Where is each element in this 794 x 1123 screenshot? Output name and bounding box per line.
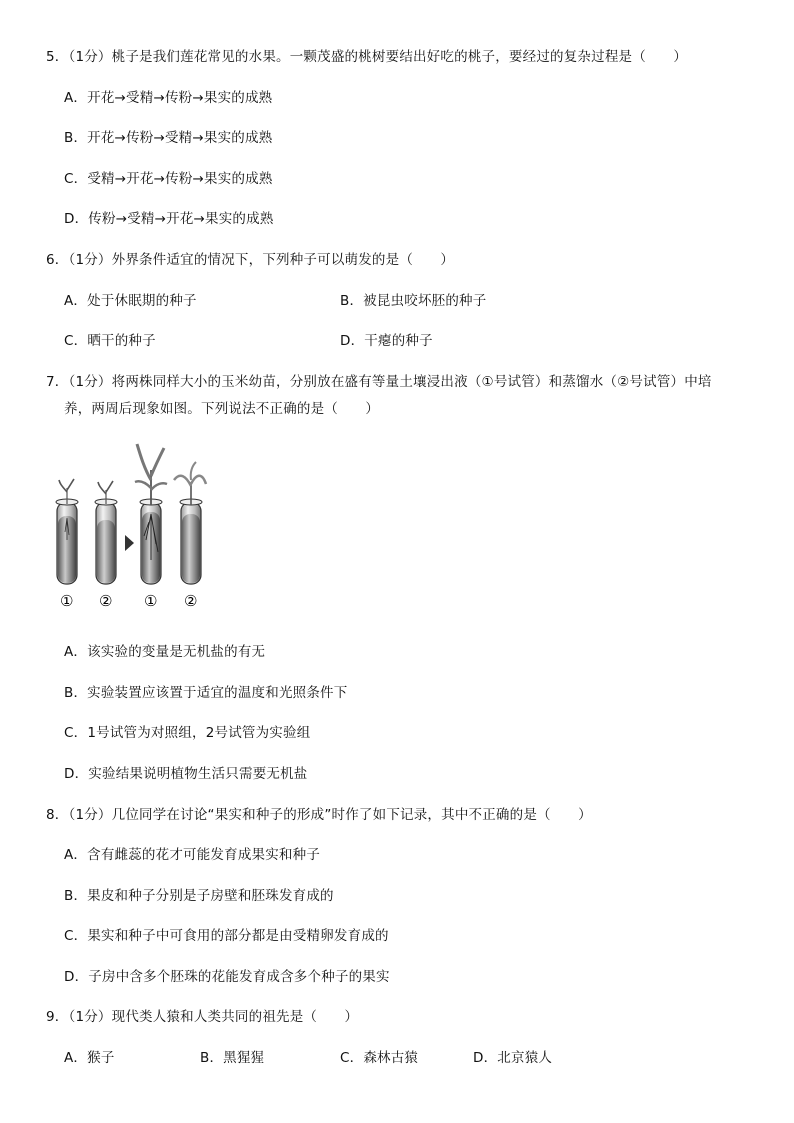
question-5-option-d: D．传粉→受精→开花→果实的成熟 [64,211,274,227]
question-7-option-b: B．实验装置应该置于适宜的温度和光照条件下 [64,685,348,701]
question-7-option-d: D．实验结果说明植物生活只需要无机盐 [64,766,308,782]
question-9-stem: 9．（1分）现代类人猿和人类共同的祖先是（ ） [46,1009,359,1025]
test-tube-experiment-figure [50,440,220,615]
figure-label-3: ① [144,592,158,610]
tube-1-after [135,444,167,584]
question-9-option-b: B．黑猩猩 [200,1050,265,1066]
figure-label-2: ② [99,592,113,610]
question-6-stem: 6．（1分）外界条件适宜的情况下，下列种子可以萌发的是（ ） [46,252,455,268]
arrow-right-icon [125,535,134,551]
tube-2-before [95,481,117,584]
question-8-stem: 8．（1分）几位同学在讨论“果实和种子的形成”时作了如下记录，其中不正确的是（ ） [46,807,592,823]
question-8-option-a: A．含有雌蕊的花才可能发育成果实和种子 [64,847,321,863]
question-5-stem: 5．（1分）桃子是我们莲花常见的水果。一颗茂盛的桃树要结出好吃的桃子，要经过的复杂过程是（ ） [46,49,688,65]
question-8-option-b: B．果皮和种子分别是子房壁和胚珠发育成的 [64,888,334,904]
question-5-option-c: C．受精→开花→传粉→果实的成熟 [64,171,273,187]
question-5-option-b: B．开花→传粉→受精→果实的成熟 [64,130,273,146]
question-7-option-c: C．1号试管为对照组，2号试管为实验组 [64,725,311,741]
tube-1-before [56,479,78,584]
figure-label-4: ② [184,592,198,610]
figure-label-1: ① [60,592,74,610]
question-6-option-a: A．处于休眠期的种子 [64,293,197,309]
question-8-option-d: D．子房中含多个胚珠的花能发育成含多个种子的果实 [64,969,390,985]
question-9-option-a: A．猴子 [64,1050,115,1066]
question-7-stem-line-2: 养，两周后现象如图。下列说法不正确的是（ ） [64,401,380,417]
question-9-option-d: D．北京猿人 [473,1050,553,1066]
question-7-stem-line-1: 7．（1分）将两株同样大小的玉米幼苗，分别放在盛有等量土壤浸出液（①号试管）和蒸馏水（②号试管）中培 [46,374,712,390]
question-5-option-a: A．开花→受精→传粉→果实的成熟 [64,90,273,106]
question-7-option-a: A．该实验的变量是无机盐的有无 [64,644,266,660]
question-6-option-d: D．干瘪的种子 [340,333,433,349]
question-6-option-c: C．晒干的种子 [64,333,156,349]
tube-2-after [174,462,206,584]
question-9-option-c: C．森林古猿 [340,1050,419,1066]
question-6-option-b: B．被昆虫咬坏胚的种子 [340,293,487,309]
question-8-option-c: C．果实和种子中可食用的部分都是由受精卵发育成的 [64,928,389,944]
